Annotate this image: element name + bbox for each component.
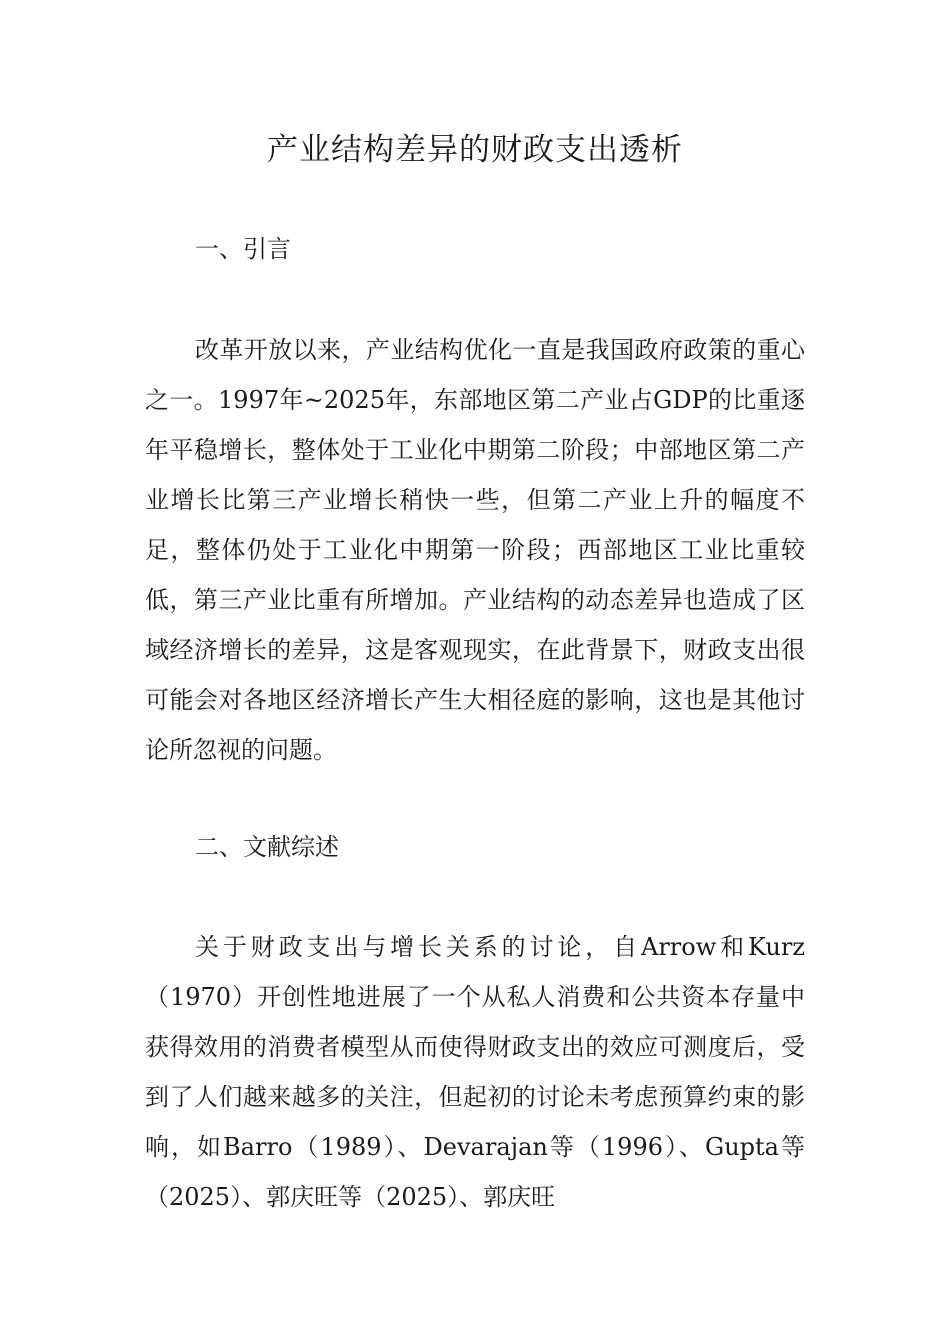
section-heading-literature-review: 二、文献综述 bbox=[195, 833, 339, 861]
document-title: 产业结构差异的财政支出透析 bbox=[267, 132, 683, 168]
introduction-paragraph: 改革开放以来，产业结构优化一直是我国政府政策的重心之一。1997年~2025年，东部地区第二产业占GDP的比重逐年平稳增长，整体处于工业化中期第二阶段；中部地区第二产业增长比第三产业增长稍快一些，但第二产业上升的幅度不足，整体仍处于工业化中期第一阶段；西部地区工业比重较低，第三产业比重有所增加。产业结构的动态差异也造成了区域经济增长的差异，这是客观现实，在此背景下，财政支出很可能会对各地区经济增长产生大相径庭的影响，这也是其他讨论所忽视的问题。 bbox=[145, 336, 805, 764]
literature-review-paragraph: 关于财政支出与增长关系的讨论，自Arrow和Kurz（1970）开创性地进展了一个从私人消费和公共资本存量中获得效用的消费者模型从而使得财政支出的效应可测度后，受到了人们越来越多的关注，但起初的讨论未考虑预算约束的影响，如Barro（1989）、Devarajan等（1996）、Gupta等（2025）、郭庆旺等（2025）、郭庆旺 bbox=[145, 933, 805, 1211]
section-heading-introduction: 一、引言 bbox=[195, 235, 291, 263]
